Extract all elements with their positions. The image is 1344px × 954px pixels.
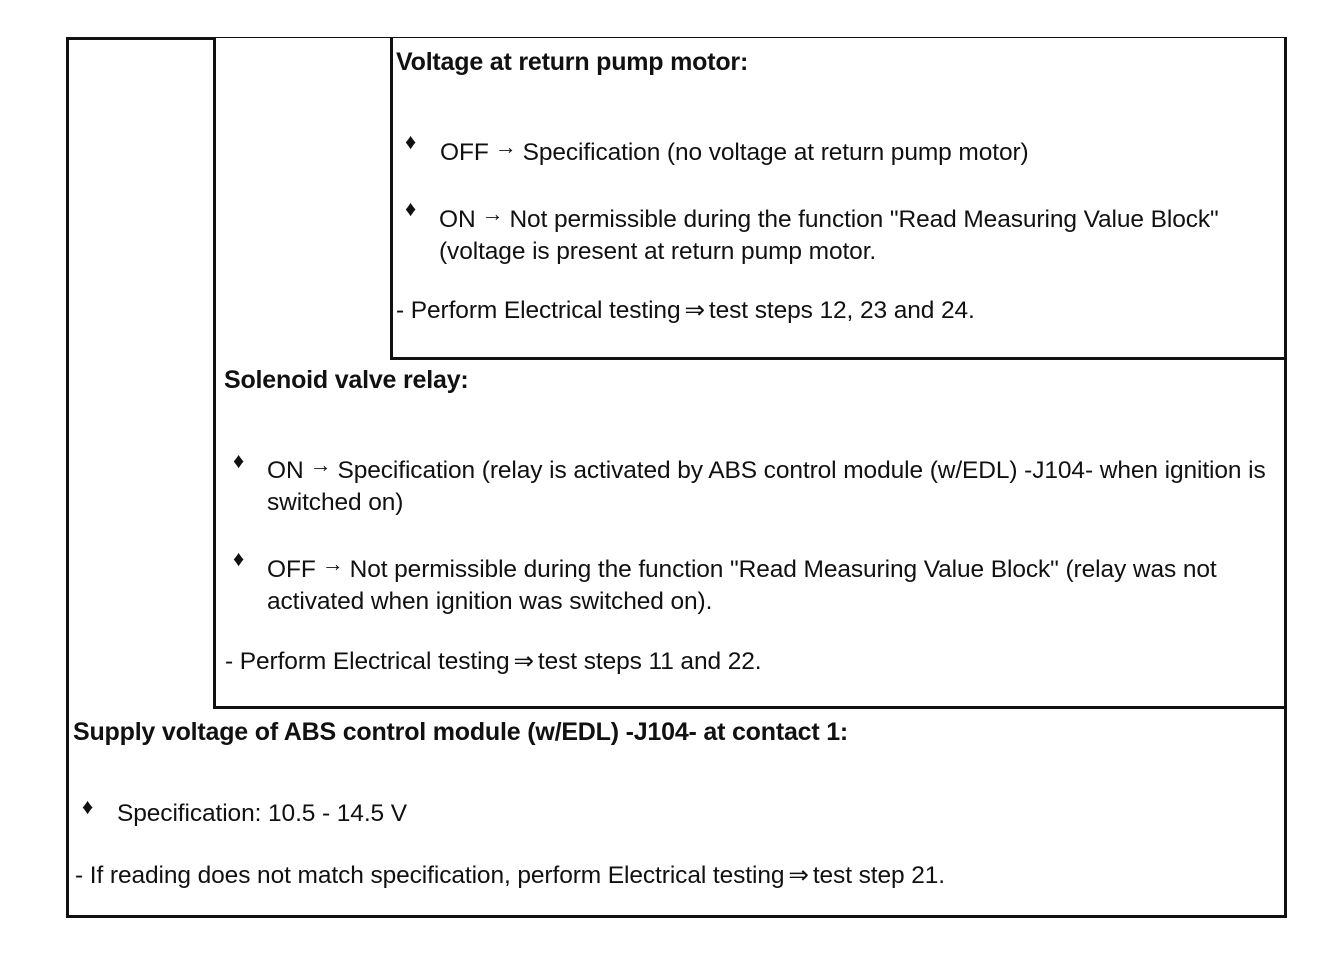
return-pump-on-item xyxy=(439,201,1279,268)
diamond-bullet-icon: ♦ xyxy=(405,129,417,154)
item-text: Specification (no voltage at return pump motor) xyxy=(522,139,1029,166)
solenoid-relay-off-item xyxy=(267,551,1277,618)
supply-voltage-heading: Supply voltage of ABS control module (w/EDL) -J104- at contact 1: xyxy=(73,718,849,746)
right-arrow-icon: → xyxy=(309,452,332,477)
return-pump-heading: Voltage at return pump motor: xyxy=(396,48,749,76)
supply-voltage-action xyxy=(75,860,945,890)
diamond-bullet-icon: ♦ xyxy=(233,546,245,571)
solenoid-relay-action xyxy=(225,646,761,676)
item-text: Not permissible during the function "Read Measuring Value Block" (relay was not activated when ignition was switched on). xyxy=(267,556,1217,615)
right-arrow-icon: → xyxy=(321,551,344,576)
item-text: Not permissible during the function "Read Measuring Value Block" (voltage is present at return pump motor. xyxy=(439,206,1219,265)
right-arrow-icon: → xyxy=(481,201,504,226)
state-label: OFF xyxy=(267,556,316,583)
right-arrow-icon: → xyxy=(494,134,517,159)
test-step-reference: test steps 11 and 22. xyxy=(537,648,762,675)
action-text: - If reading does not match specification, perform Electrical testing xyxy=(75,862,785,889)
double-arrow-icon: ⇒ xyxy=(513,648,534,675)
state-label: ON xyxy=(267,457,304,484)
state-label: OFF xyxy=(440,139,489,166)
double-arrow-icon: ⇒ xyxy=(684,297,705,324)
state-label: ON xyxy=(439,206,476,233)
diamond-bullet-icon: ♦ xyxy=(82,794,94,819)
test-step-reference: test steps 12, 23 and 24. xyxy=(708,297,975,324)
action-text: - Perform Electrical testing xyxy=(396,297,681,324)
item-text: Specification (relay is activated by ABS control module (w/EDL) -J104- when ignition is switched on) xyxy=(267,457,1266,516)
return-pump-action xyxy=(396,295,975,325)
return-pump-off-item xyxy=(440,134,1029,167)
diamond-bullet-icon: ♦ xyxy=(405,196,417,221)
test-step-reference: test step 21. xyxy=(812,862,945,889)
solenoid-relay-on-item xyxy=(267,452,1272,519)
action-text: - Perform Electrical testing xyxy=(225,648,510,675)
solenoid-relay-heading: Solenoid valve relay: xyxy=(224,366,469,394)
diamond-bullet-icon: ♦ xyxy=(233,448,245,473)
supply-voltage-spec: Specification: 10.5 - 14.5 V xyxy=(117,800,408,827)
double-arrow-icon: ⇒ xyxy=(788,862,809,889)
